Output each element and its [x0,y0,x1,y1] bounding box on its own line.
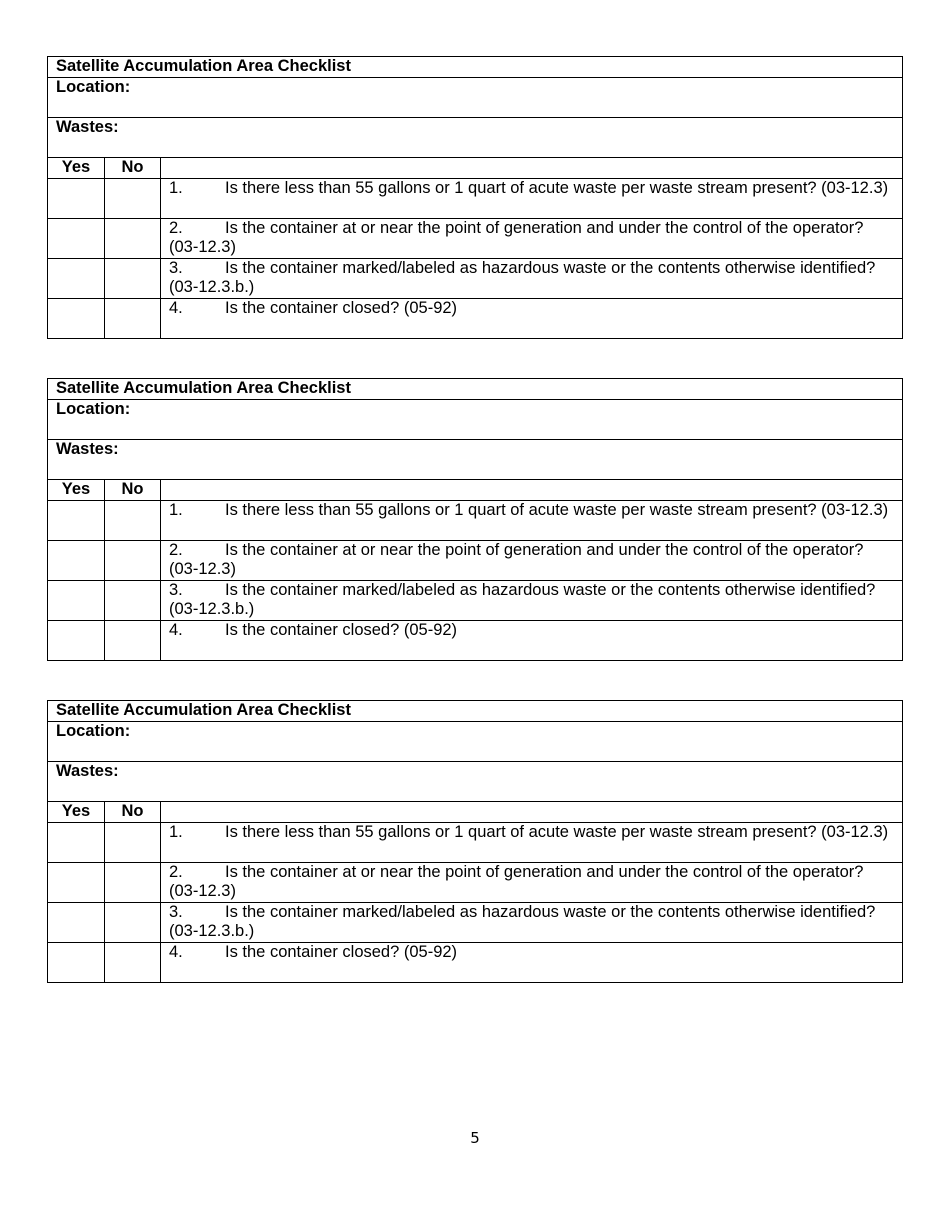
no-cell[interactable] [105,581,161,621]
yes-column-header: Yes [48,158,105,179]
question-text: Is the container closed? (05-92) [225,621,458,639]
question-number: 1. [169,823,183,841]
page-number: 5 [470,1129,480,1147]
question-number: 2. [169,541,183,559]
question-text: Is there less than 55 gallons or 1 quart of acute waste per waste stream present? (03-12.3) [225,501,889,519]
checklist-item [48,943,903,983]
wastes-field[interactable]: Wastes: [48,762,903,802]
checklist-title: Satellite Accumulation Area Checklist [48,57,903,78]
question-number: 4. [169,621,183,639]
question-text: Is the container closed? (05-92) [225,299,458,317]
checklist-item [48,299,903,339]
yes-cell[interactable] [48,621,105,661]
checklist-item [48,501,903,541]
question-cell [161,943,903,983]
yes-cell[interactable] [48,903,105,943]
question-text: Is there less than 55 gallons or 1 quart of acute waste per waste stream present? (03-12.3) [225,179,889,197]
question-number: 4. [169,299,183,317]
yes-column-header: Yes [48,480,105,501]
checklist-item [48,581,903,621]
question-number: 3. [169,581,183,599]
question-number: 3. [169,259,183,277]
no-column-header: No [105,158,161,179]
checklist-item [48,179,903,219]
question-cell [161,259,903,299]
question-column-header [161,480,903,501]
no-cell[interactable] [105,179,161,219]
question-cell [161,823,903,863]
question-cell [161,501,903,541]
no-cell[interactable] [105,501,161,541]
checklist-item [48,541,903,581]
checklist-table-2 [47,378,903,661]
question-cell [161,621,903,661]
question-text: Is there less than 55 gallons or 1 quart of acute waste per waste stream present? (03-12.3) [225,823,889,841]
no-cell[interactable] [105,299,161,339]
question-cell [161,863,903,903]
question-cell [161,581,903,621]
question-number: 4. [169,943,183,961]
question-text: Is the container closed? (05-92) [225,943,458,961]
checklist-item [48,621,903,661]
no-cell[interactable] [105,621,161,661]
no-column-header: No [105,802,161,823]
no-cell[interactable] [105,823,161,863]
yes-cell[interactable] [48,541,105,581]
question-number: 2. [169,863,183,881]
checklist-table-1 [47,56,903,339]
checklist-title: Satellite Accumulation Area Checklist [48,379,903,400]
yes-cell[interactable] [48,299,105,339]
yes-cell[interactable] [48,581,105,621]
question-number: 1. [169,501,183,519]
no-cell[interactable] [105,943,161,983]
no-cell[interactable] [105,541,161,581]
no-cell[interactable] [105,259,161,299]
yes-column-header: Yes [48,802,105,823]
yes-cell[interactable] [48,179,105,219]
wastes-field[interactable]: Wastes: [48,118,903,158]
no-column-header: No [105,480,161,501]
question-column-header [161,158,903,179]
question-cell [161,903,903,943]
yes-cell[interactable] [48,943,105,983]
question-text: Is the container at or near the point of generation and under the control of the operator? (03-12.3) [169,219,864,256]
no-cell[interactable] [105,863,161,903]
question-number: 2. [169,219,183,237]
location-field[interactable]: Location: [48,722,903,762]
checklist-item [48,903,903,943]
checklist-item [48,863,903,903]
yes-cell[interactable] [48,219,105,259]
checklist-item [48,259,903,299]
checklist-table-3 [47,700,903,983]
question-cell [161,299,903,339]
checklist-item [48,823,903,863]
yes-cell[interactable] [48,259,105,299]
yes-cell[interactable] [48,863,105,903]
checklist-item [48,219,903,259]
wastes-field[interactable]: Wastes: [48,440,903,480]
question-number: 3. [169,903,183,921]
question-number: 1. [169,179,183,197]
question-column-header [161,802,903,823]
location-field[interactable]: Location: [48,400,903,440]
question-cell [161,179,903,219]
no-cell[interactable] [105,219,161,259]
question-text: Is the container at or near the point of generation and under the control of the operator? (03-12.3) [169,541,864,578]
yes-cell[interactable] [48,501,105,541]
question-text: Is the container marked/labeled as hazardous waste or the contents otherwise identified? (03-12.3.b.) [169,903,876,940]
question-cell [161,541,903,581]
no-cell[interactable] [105,903,161,943]
question-text: Is the container at or near the point of generation and under the control of the operator? (03-12.3) [169,863,864,900]
question-text: Is the container marked/labeled as hazardous waste or the contents otherwise identified? (03-12.3.b.) [169,259,876,296]
question-cell [161,219,903,259]
question-text: Is the container marked/labeled as hazardous waste or the contents otherwise identified? (03-12.3.b.) [169,581,876,618]
checklist-title: Satellite Accumulation Area Checklist [48,701,903,722]
yes-cell[interactable] [48,823,105,863]
location-field[interactable]: Location: [48,78,903,118]
